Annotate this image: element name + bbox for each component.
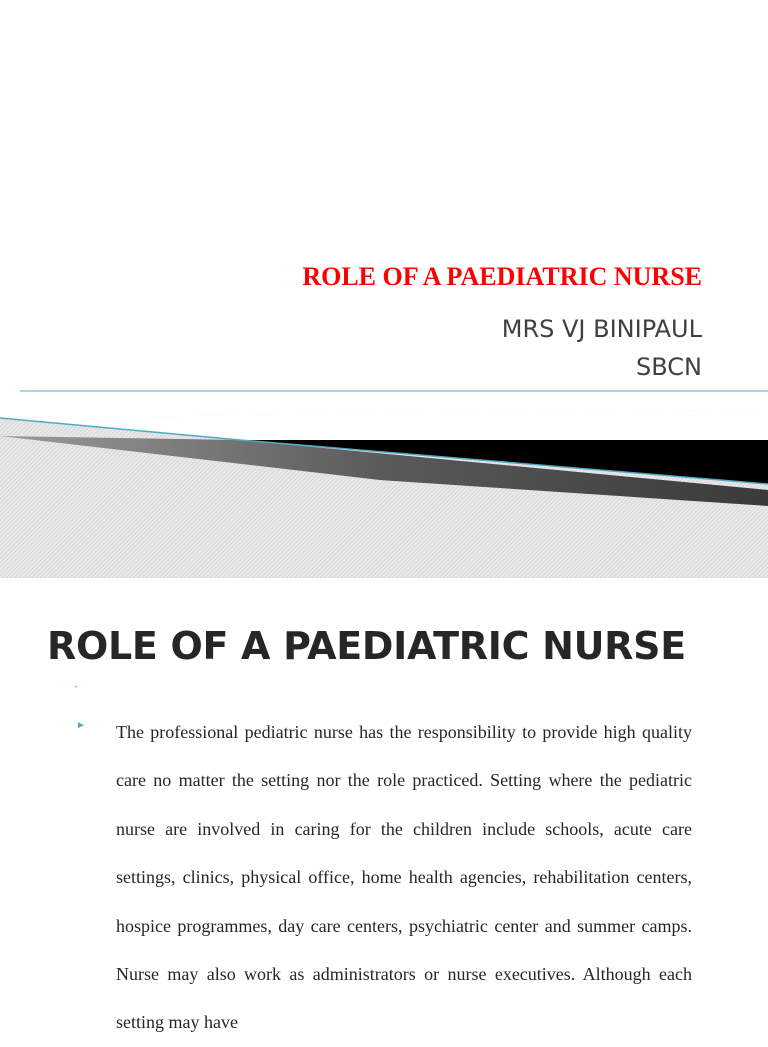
- author-name: MRS VJ BINIPAUL: [501, 315, 702, 343]
- triangle-bullet-icon: ►: [76, 720, 86, 731]
- content-slide-title: ROLE OF A PAEDIATRIC NURSE: [47, 624, 686, 668]
- small-dot-icon: •: [75, 685, 78, 691]
- slide-title: ROLE OF A PAEDIATRIC NURSE: [302, 262, 702, 291]
- author-affiliation: SBCN: [636, 353, 702, 381]
- decorative-band: [0, 380, 768, 578]
- slide-subtitle: [502, 310, 702, 386]
- bullet-paragraph: The professional pediatric nurse has the responsibility to provide high quality care no matter the setting nor the role practiced. Setting where the pediatric nurse are involved in caring for the children include schools, acute care settings, clinics, physical office, home health agencies, rehabilitation centers, hospice programmes, day care centers, psychiatric center and summer camps. Nurse may also work as administrators or nurse executives. Although each setting may have: [116, 722, 692, 1033]
